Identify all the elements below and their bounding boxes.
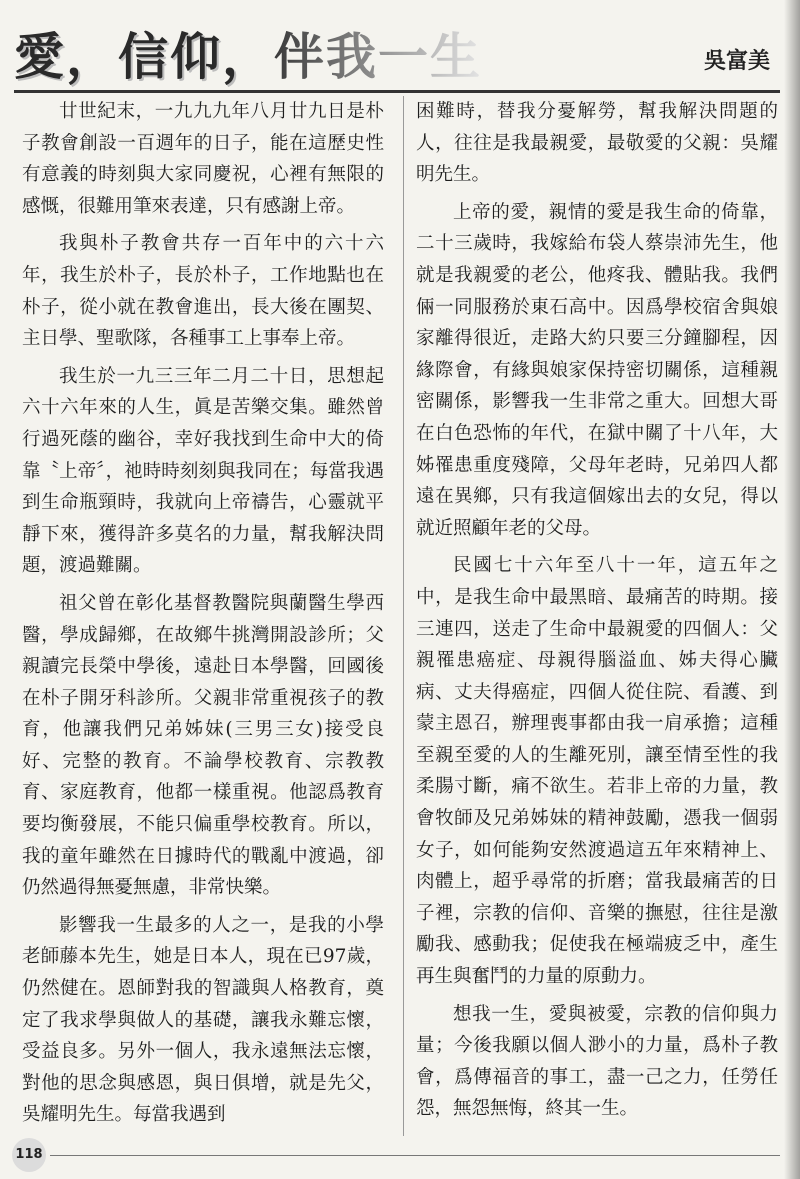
paragraph-continued: 困難時，替我分憂解勞，幫我解決問題的人，往往是我最親愛，最敬愛的父親：吳耀明先生。 <box>416 101 778 186</box>
title-fade: 伴我一生 <box>274 28 482 86</box>
title-main: 愛，信仰， <box>14 28 274 86</box>
column-divider <box>403 96 404 1136</box>
paragraph: 上帝的愛，親情的愛是我生命的倚靠，二十三歲時，我嫁給布袋人蔡崇沛先生，他就是我親愛的老公，他疼我、體貼我。我們倆一同服務於東石高中。因爲學校宿舍與娘家離得很近，走路大約只要三分鐘腳程，因緣際會，有緣與娘家保持密切關係，這種親密關係，影響我一生非常之重大。回想大哥在白色恐怖的年代，在獄中關了十八年，大姊罹患重度殘障，父母年老時，兄弟四人都遠在異鄉，只有我這個嫁出去的女兒，得以就近照顧年老的父母。 <box>416 201 778 539</box>
paragraph: 想我一生，愛與被愛，宗教的信仰與力量；今後我願以個人渺小的力量，爲朴子教會，爲傳福音的事工，盡一己之力，任勞任怨，無怨無悔，終其一生。 <box>416 1003 778 1120</box>
paragraph: 我生於一九三三年二月二十日，思想起六十六年來的人生，眞是苦樂交集。雖然曾行過死蔭的幽谷，幸好我找到生命中大的倚靠〝上帝〞，祂時時刻刻與我同在；每當我遇到生命瓶頸時，我就向上帝禱告，心靈就平靜下來，獲得許多莫名的力量，幫我解決問題，渡過難關。 <box>22 365 384 577</box>
footer-rule <box>50 1155 780 1156</box>
title-rule <box>14 90 780 93</box>
paragraph: 民國七十六年至八十一年，這五年之中，是我生命中最黑暗、最痛苦的時期。接三連四，送走了生命中最親愛的四個人：父親罹患癌症、母親得腦溢血、姊夫得心臟病、丈夫得癌症，四個人從住院、看護、到蒙主恩召，辦理喪事都由我一肩承擔；這種至親至愛的人的生離死別，讓至情至性的我柔腸寸斷，痛不欲生。若非上帝的力量，教會牧師及兄弟姊妹的精神鼓勵，憑我一個弱女子，如何能夠安然渡過這五年來精神上、肉體上，超乎尋常的折磨；當我最痛苦的日子裡，宗教的信仰、音樂的撫慰，往往是激勵我、感動我；促使我在極端疲乏中，產生再生與奮鬥的力量的原動力。 <box>416 555 778 988</box>
article-title <box>14 22 482 92</box>
author-name: 吳富美 <box>703 49 770 74</box>
right-column <box>416 96 778 1131</box>
left-column <box>22 96 384 1137</box>
paragraph: 祖父曾在彰化基督教醫院與蘭醫生學西醫，學成歸鄉，在故鄉牛挑灣開設診所；父親讀完長榮中學後，遠赴日本學醫，回國後在朴子開牙科診所。父親非常重視孩子的教育，他讓我們兄弟姊妹(三男三女)接受良好、完整的教育。不論學校教育、宗教教育、家庭教育，他都一樣重視。他認爲教育要均衡發展，不能只偏重學校教育。所以，我的童年雖然在日據時代的戰亂中渡過，卻仍然過得無憂無慮，非常快樂。 <box>22 592 384 899</box>
page-number: 118 <box>12 1138 46 1172</box>
paragraph: 我與朴子教會共存一百年中的六十六年，我生於朴子，長於朴子，工作地點也在朴子，從小就在教會進出，長大後在團契、主日學、聖歌隊，各種事工上事奉上帝。 <box>22 233 384 350</box>
scan-shadow-edge <box>784 0 800 1179</box>
paragraph: 影響我一生最多的人之一，是我的小學老師藤本先生，她是日本人，現在已97歲，仍然健在。恩師對我的智識與人格教育，奠定了我求學與做人的基礎，讓我永難忘懷，受益良多。另外一個人，我永遠無法忘懷，對他的思念與感恩，與日俱增，就是先父，吳耀明先生。每當我遇到 <box>22 914 384 1126</box>
paragraph: 廿世紀末，一九九九年八月廿九日是朴子教會創設一百週年的日子，能在這歷史性有意義的時刻與大家同慶祝，心裡有無限的感慨，很難用筆來表達，只有感謝上帝。 <box>22 101 384 217</box>
